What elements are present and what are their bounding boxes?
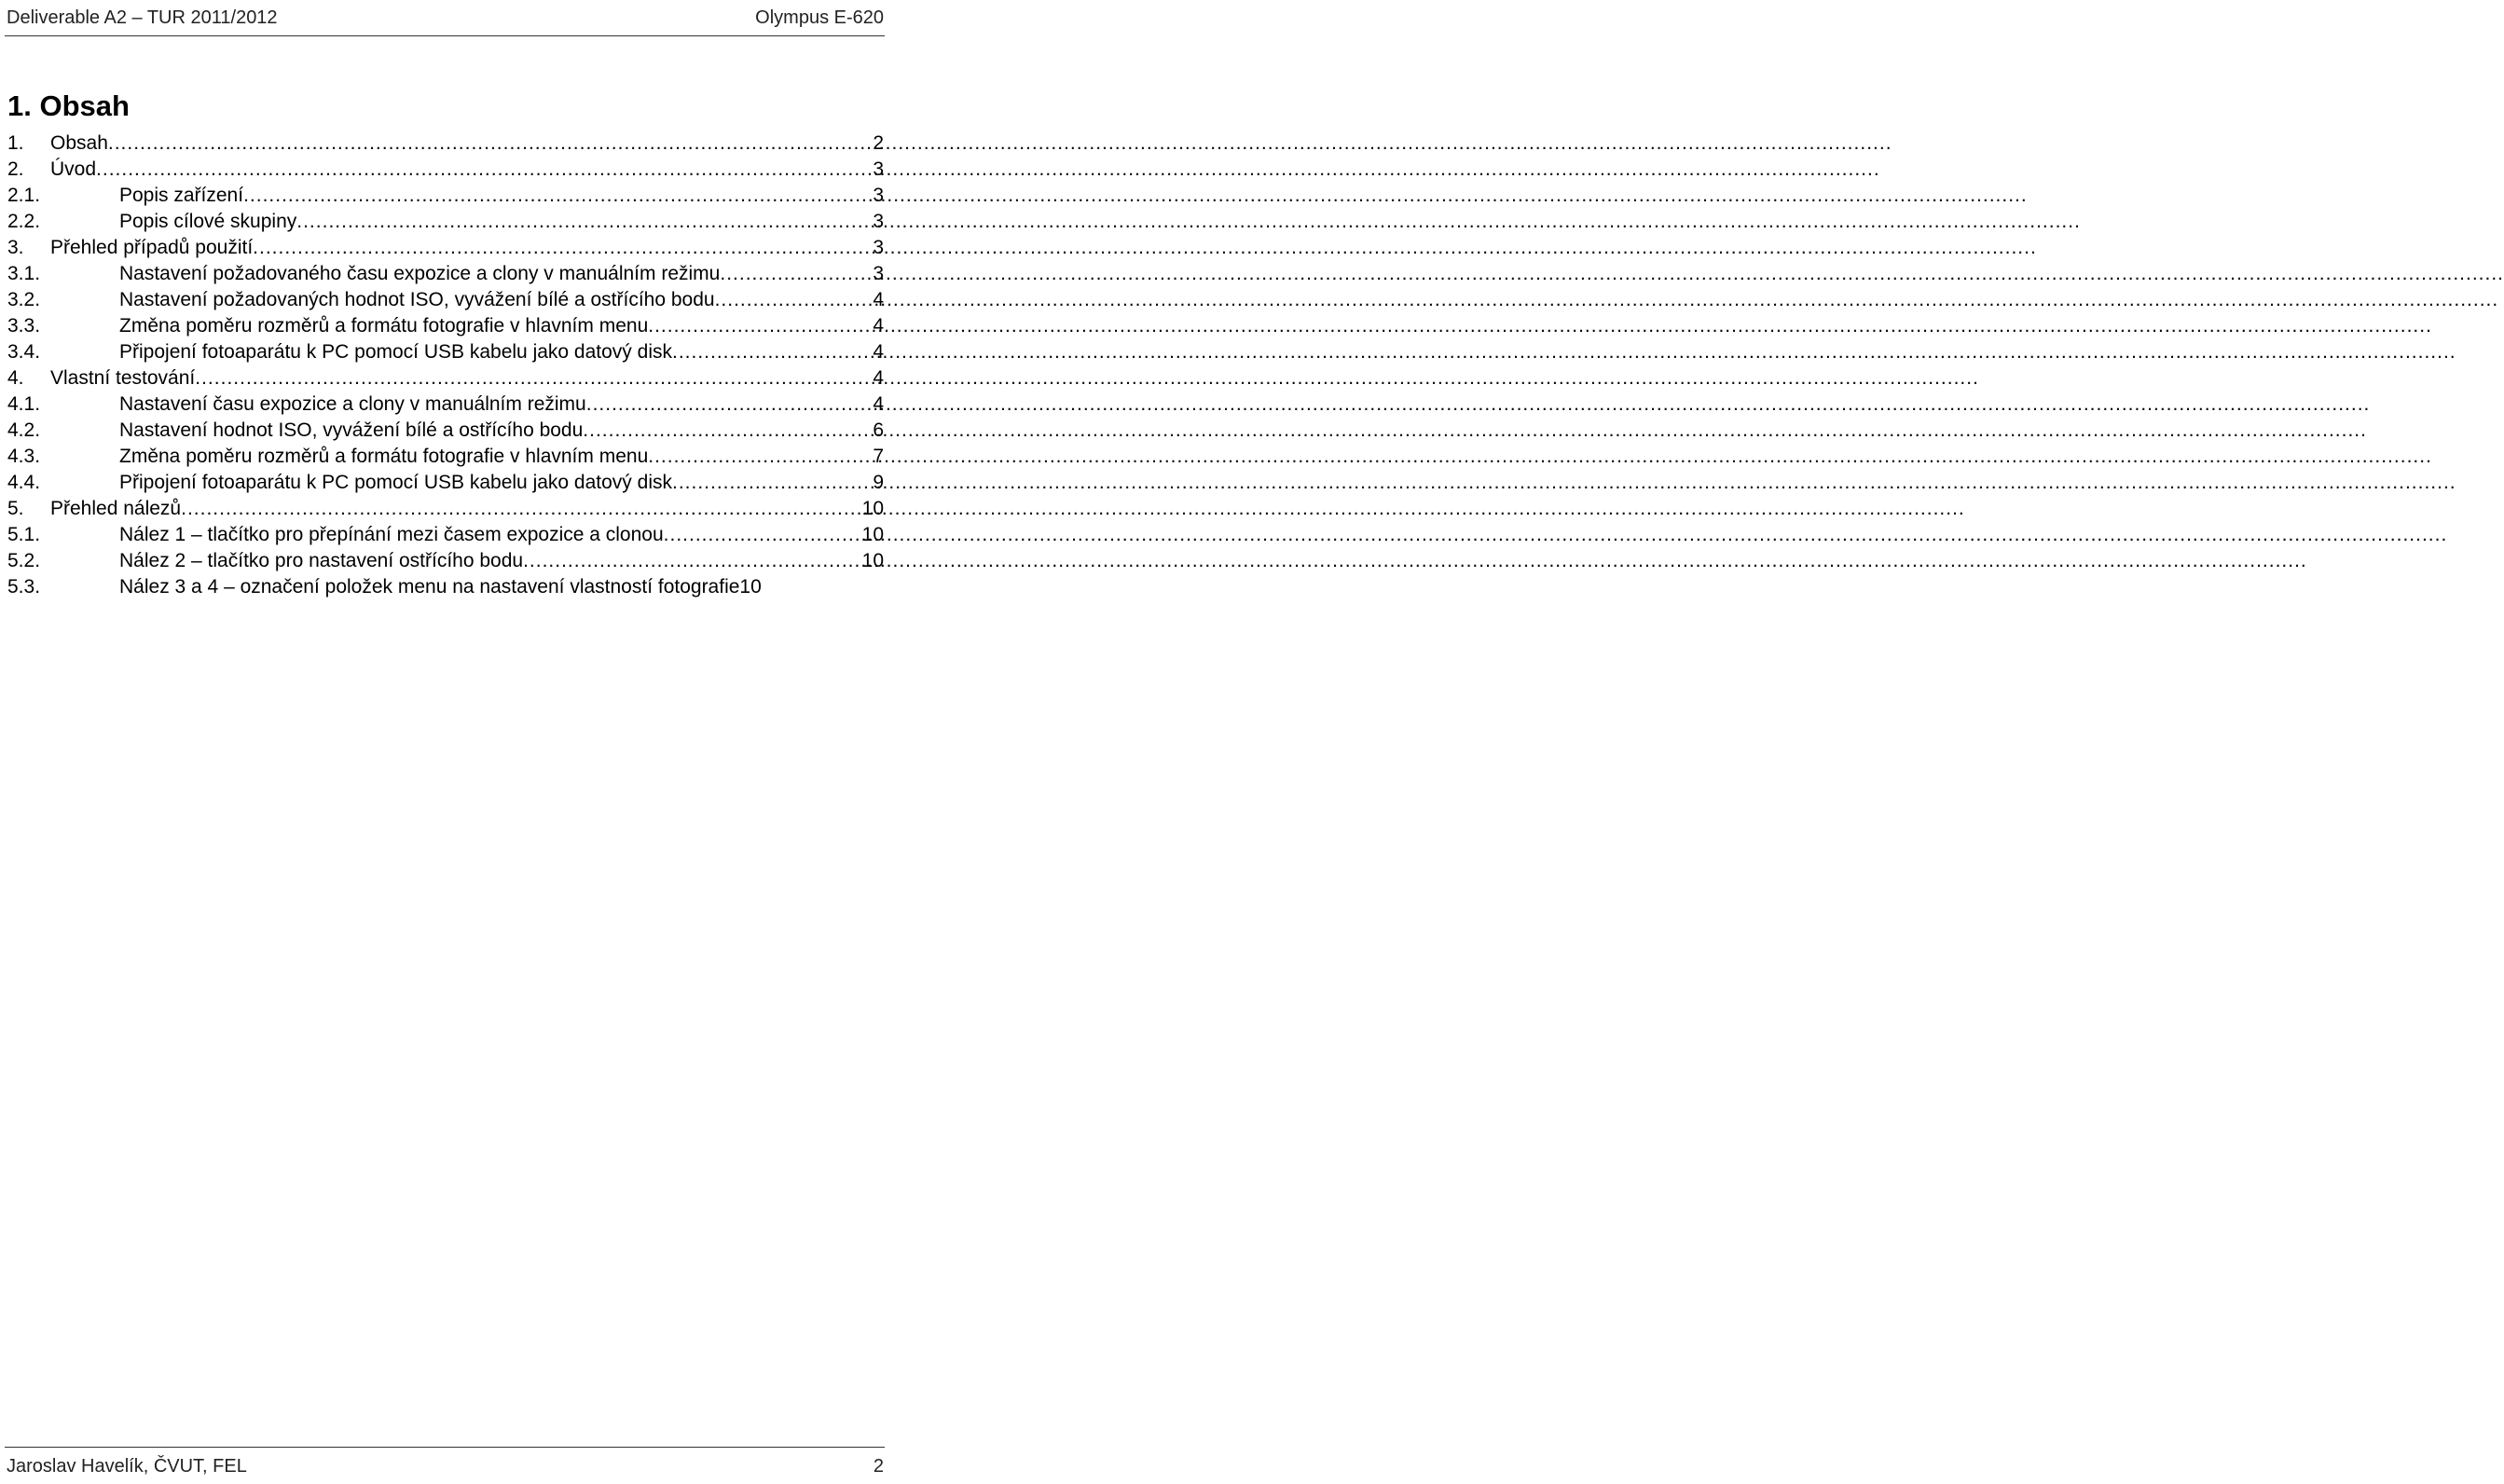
toc-entry-page: 3 xyxy=(873,263,884,284)
toc-entry-page: 3 xyxy=(873,185,884,206)
toc-dot-leader xyxy=(253,235,869,261)
toc-entry-page: 7 xyxy=(873,446,884,467)
toc-entry[interactable] xyxy=(7,548,884,574)
toc-dot-leader xyxy=(195,365,869,392)
toc-dot-leader xyxy=(96,157,869,183)
toc-entry-title: Přehled nálezů xyxy=(50,498,182,519)
toc-dot-leader xyxy=(715,287,870,313)
toc-entry-number: 1. xyxy=(7,132,24,154)
toc-entry-number: 5.1. xyxy=(7,524,41,545)
toc-entry-number: 2. xyxy=(7,158,24,180)
toc-entry-page: 3 xyxy=(873,237,884,258)
toc-entry-title: Přehled případů použití xyxy=(50,237,254,258)
toc-entry-number: 3.3. xyxy=(7,315,41,337)
toc-entry-title: Změna poměru rozměrů a formátu fotografie v hlavním menu xyxy=(119,446,649,467)
toc-entry-page: 10 xyxy=(861,550,884,571)
toc-entry-title: Připojení fotoaparátu k PC pomocí USB kabelu jako datový disk xyxy=(119,472,672,493)
toc-entry-title: Popis zařízení xyxy=(119,185,244,206)
header-rule xyxy=(5,35,885,36)
toc-entry-number: 3.2. xyxy=(7,289,41,310)
toc-entry[interactable] xyxy=(7,522,884,548)
toc-entry-number: 4.1. xyxy=(7,393,41,415)
page-header xyxy=(7,2,884,34)
toc-entry-page: 10 xyxy=(861,524,884,545)
toc-entry[interactable] xyxy=(7,392,884,418)
toc-entry[interactable] xyxy=(7,496,884,522)
toc-entry-title: Změna poměru rozměrů a formátu fotografie v hlavním menu xyxy=(119,315,649,337)
toc-entry-page: 9 xyxy=(873,472,884,493)
toc-entry[interactable] xyxy=(7,339,884,365)
toc-entry-title: Nastavení času expozice a clony v manuálním režimu xyxy=(119,393,586,415)
toc-entry-number: 3.1. xyxy=(7,263,41,284)
footer-rule xyxy=(5,1447,885,1448)
toc-entry-number: 2.1. xyxy=(7,185,41,206)
toc-entry-title: Úvod xyxy=(50,158,97,180)
toc-entry[interactable] xyxy=(7,209,884,235)
toc-entry-title: Obsah xyxy=(50,132,108,154)
toc-entry-page: 10 xyxy=(739,576,762,598)
toc-entry[interactable] xyxy=(7,470,884,496)
toc-entry-title: Nastavení hodnot ISO, vyvážení bílé a ostřícího bodu xyxy=(119,419,584,441)
toc-entry[interactable] xyxy=(7,365,884,392)
toc-dot-leader xyxy=(672,470,869,496)
toc-entry-title: Popis cílové skupiny xyxy=(119,211,297,232)
footer-left: Jaroslav Havelík, ČVUT, FEL xyxy=(7,1455,247,1477)
toc-entry-number: 5.2. xyxy=(7,550,41,571)
toc-dot-leader xyxy=(523,548,859,574)
toc-entry-title: Připojení fotoaparátu k PC pomocí USB kabelu jako datový disk xyxy=(119,341,672,363)
toc-entry-page: 2 xyxy=(873,132,884,154)
toc-entry-title: Nález 2 – tlačítko pro nastavení ostřícího bodu xyxy=(119,550,524,571)
toc-entry[interactable] xyxy=(7,183,884,209)
toc-entry-number: 3. xyxy=(7,237,24,258)
toc-dot-leader xyxy=(720,261,869,287)
toc-entry[interactable] xyxy=(7,261,884,287)
toc-entry[interactable] xyxy=(7,418,884,444)
toc-entry-page: 10 xyxy=(861,498,884,519)
toc-dot-leader xyxy=(648,313,869,339)
toc-entry-number: 4. xyxy=(7,367,24,389)
toc-dot-leader xyxy=(664,522,859,548)
header-left: Deliverable A2 – TUR 2011/2012 xyxy=(7,7,278,28)
toc-entry[interactable] xyxy=(7,131,884,157)
toc-entry-page: 4 xyxy=(873,393,884,415)
document-page xyxy=(0,0,895,1484)
toc-dot-leader xyxy=(181,496,859,522)
toc-entry-page: 6 xyxy=(873,419,884,441)
header-right: Olympus E-620 xyxy=(755,7,884,28)
toc-entry-page: 3 xyxy=(873,211,884,232)
toc-entry-title: Vlastní testování xyxy=(50,367,196,389)
toc-dot-leader xyxy=(648,444,869,470)
toc-entry[interactable] xyxy=(7,235,884,261)
toc-entry-title: Nález 1 – tlačítko pro přepínání mezi časem expozice a clonou xyxy=(119,524,664,545)
toc-entry[interactable] xyxy=(7,157,884,183)
toc-dot-leader xyxy=(583,418,869,444)
page-footer xyxy=(7,1450,884,1482)
toc-dot-leader xyxy=(243,183,869,209)
table-of-contents xyxy=(7,131,884,600)
toc-dot-leader xyxy=(586,392,870,418)
toc-entry-title: Nastavení požadovaných hodnot ISO, vyvážení bílé a ostřícího bodu xyxy=(119,289,715,310)
toc-entry-title: Nález 3 a 4 – označení položek menu na nastavení vlastností fotografie xyxy=(119,576,740,598)
toc-entry-page: 4 xyxy=(873,367,884,389)
toc-heading: 1. Obsah xyxy=(7,89,130,122)
toc-entry[interactable] xyxy=(7,444,884,470)
toc-entry-number: 5.3. xyxy=(7,576,41,598)
toc-entry-page: 4 xyxy=(873,341,884,363)
toc-entry-page: 4 xyxy=(873,315,884,337)
toc-entry-number: 4.2. xyxy=(7,419,41,441)
toc-entry[interactable] xyxy=(7,287,884,313)
toc-dot-leader xyxy=(296,209,869,235)
toc-entry-number: 3.4. xyxy=(7,341,41,363)
toc-entry-number: 4.3. xyxy=(7,446,41,467)
toc-entry-number: 4.4. xyxy=(7,472,41,493)
toc-entry-title: Nastavení požadovaného času expozice a clony v manuálním režimu xyxy=(119,263,721,284)
toc-entry[interactable] xyxy=(7,574,884,600)
toc-dot-leader xyxy=(108,131,869,157)
toc-entry[interactable] xyxy=(7,313,884,339)
toc-entry-page: 3 xyxy=(873,158,884,180)
toc-entry-number: 2.2. xyxy=(7,211,41,232)
toc-entry-number: 5. xyxy=(7,498,24,519)
page-number: 2 xyxy=(873,1455,884,1477)
toc-entry-page: 4 xyxy=(873,289,884,310)
toc-dot-leader xyxy=(672,339,869,365)
